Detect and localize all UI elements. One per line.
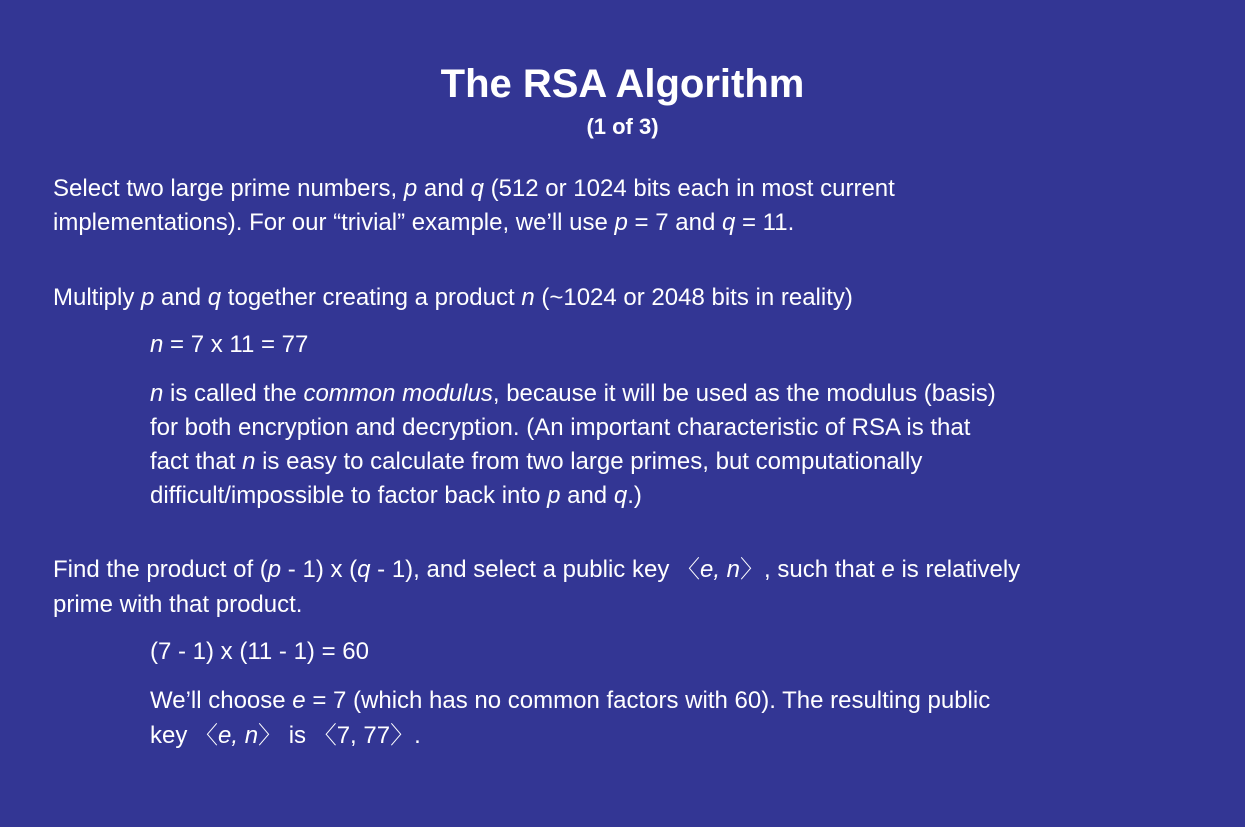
step3-equation: (7 - 1) x (11 - 1) = 60 xyxy=(150,638,369,665)
step3-choose-line1: We’ll choose e = 7 (which has no common factors with 60). The resulting public xyxy=(150,687,991,714)
step2-explain-line1: n is called the common modulus, because it will be used as the modulus (basis) xyxy=(150,380,996,407)
step2-equation: n = 7 x 11 = 77 xyxy=(150,331,309,358)
slide-subtitle: (1 of 3) xyxy=(586,114,659,139)
slide-title: The RSA Algorithm xyxy=(440,62,805,106)
step1-line1: Select two large prime numbers, p and q (512 or 1024 bits each in most current xyxy=(53,175,895,202)
step1-line2: implementations). For our “trivial” example, we’ll use p = 7 and q = 11. xyxy=(53,209,795,236)
step2-line1: Multiply p and q together creating a product n (~1024 or 2048 bits in reality) xyxy=(53,284,853,311)
step3-line2: prime with that product. xyxy=(53,591,303,618)
step2-explain-line2: for both encryption and decryption. (An important characteristic of RSA is that xyxy=(150,414,971,441)
step3-choose-line2: key 〈e, n〉 is 〈7, 77〉. xyxy=(150,722,421,749)
step2-explain-line4: difficult/impossible to factor back into p and q.) xyxy=(150,482,642,509)
step3-line1: Find the product of (p - 1) x (q - 1), and select a public key 〈e, n〉, such that e is relatively xyxy=(53,556,1021,583)
step2-explain-line3: fact that n is easy to calculate from two large primes, but computationally xyxy=(150,448,923,475)
